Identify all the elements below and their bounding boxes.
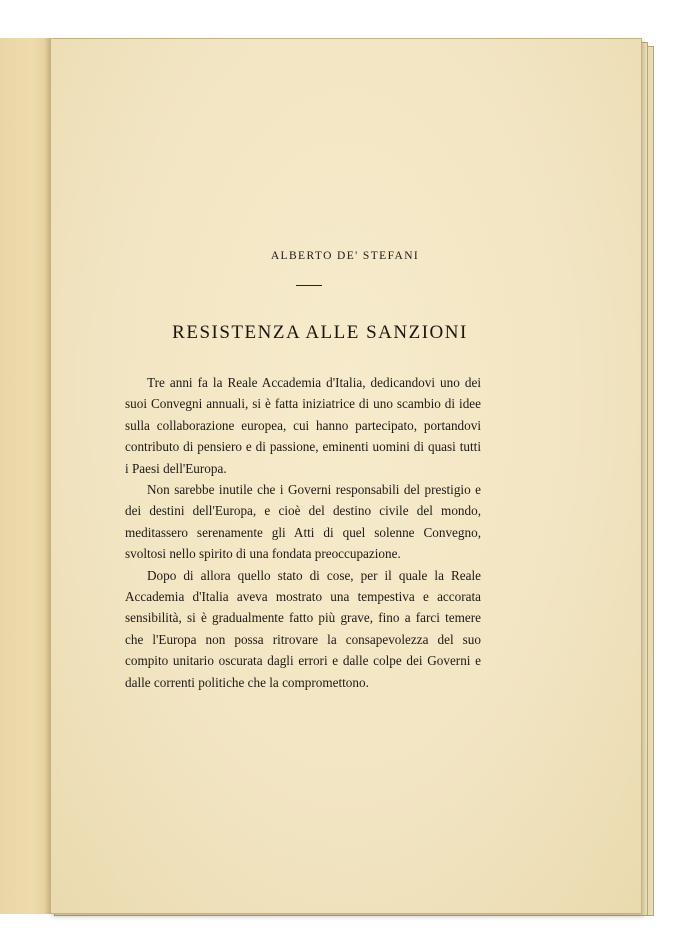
paragraph: Tre anni fa la Reale Accademia d'Italia, dedicandovi uno dei suoi Convegni annuali, si è fatta iniziatrice di uno scambio di idee sulla collaborazione europea, cui hanno partecipato, portandovi contributo di pensiero e di passione, eminenti uomini di quasi tutti i Paesi dell'Europa.	[125, 375, 481, 476]
title-divider	[296, 285, 322, 286]
chapter-title: RESISTENZA ALLE SANZIONI	[172, 322, 468, 343]
paragraph: Non sarebbe inutile che i Governi responsabili del prestigio e dei destini dell'Europa, e cioè del destino civile del mondo, meditassero serenamente gli Atti di quel solenne Convegno, svoltosi nello spirito di una fondata preoccupazione.	[125, 482, 481, 562]
paragraph: Dopo di allora quello stato di cose, per il quale la Reale Accademia d'Italia aveva mostrato una tempestiva e accorata sensibilità, si è gradualmente fatto più grave, fino a farci temere che l'Europa non possa ritrovare la consapevolezza del suo compito unitario oscurata dagli errori e dalle colpe dei Governi e dalle correnti politiche che la compromettono.	[125, 567, 481, 690]
body-text	[125, 372, 481, 693]
author-name: ALBERTO DE' STEFANI	[270, 250, 420, 262]
